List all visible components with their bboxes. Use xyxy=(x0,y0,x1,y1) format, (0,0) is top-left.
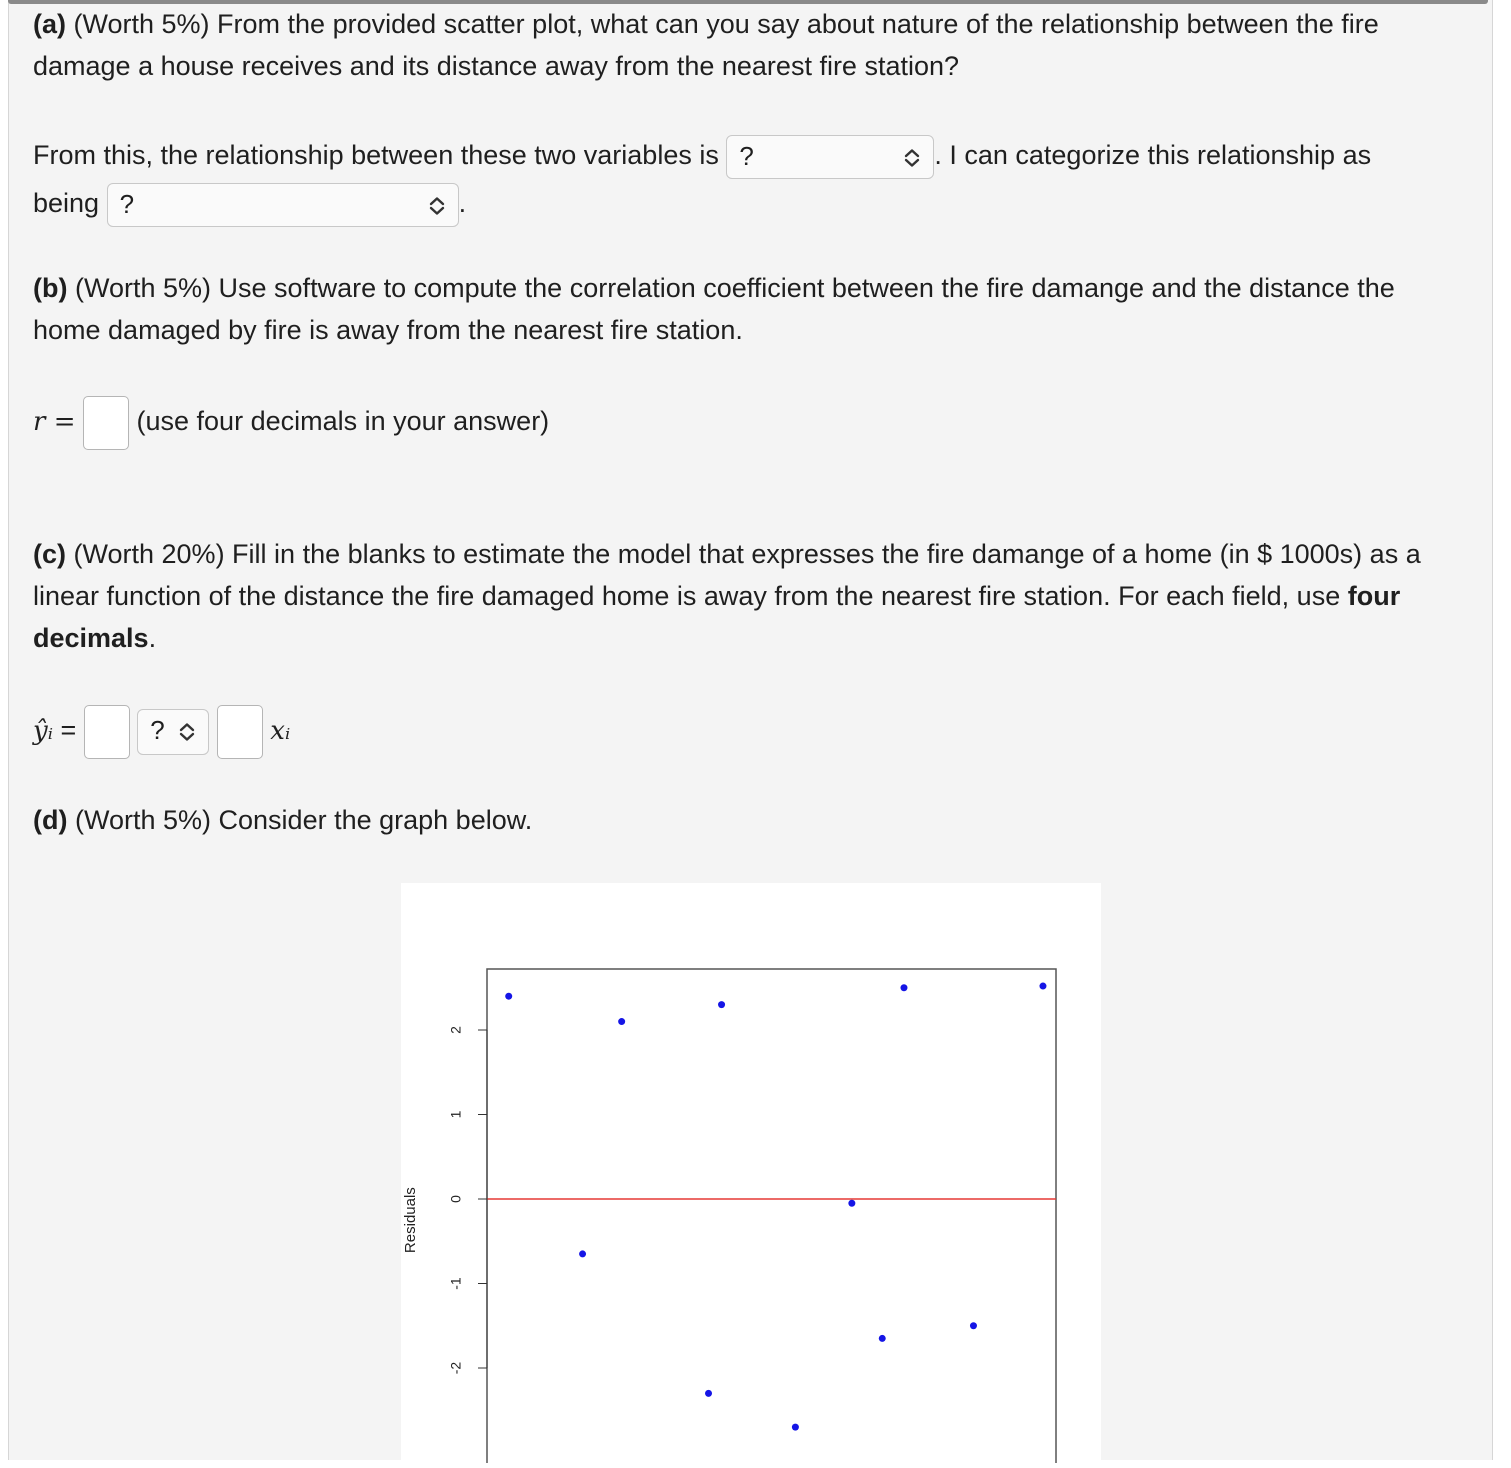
part-c-question xyxy=(33,533,1463,659)
relationship-select[interactable] xyxy=(726,135,934,179)
chevron-updown-icon xyxy=(426,195,448,217)
residual-point xyxy=(705,1390,712,1397)
part-c-text: (Worth 20%) Fill in the blanks to estimate the model that expresses the fire damange of a home (in $ 1000s) as a linear function of the distance the fire damaged home is away from the nearest fire station. For each field, use xyxy=(33,539,1421,611)
part-c-label: (c) xyxy=(33,539,66,569)
equals-sign: = xyxy=(60,715,77,745)
y-axis-label: Residuals xyxy=(402,1187,419,1254)
part-a-sentence-1: From this, the relationship between these two variables is xyxy=(33,140,719,170)
residual-point xyxy=(718,1001,725,1008)
relationship-select-value: ? xyxy=(739,140,754,171)
chevron-updown-icon xyxy=(901,147,923,169)
sign-select[interactable] xyxy=(137,709,209,755)
regression-equation xyxy=(33,703,1463,759)
part-a-end: . xyxy=(458,188,467,218)
residual-point xyxy=(792,1424,799,1431)
residual-point xyxy=(900,984,907,991)
intercept-input[interactable] xyxy=(84,705,130,759)
part-a-label: (a) xyxy=(33,9,66,39)
residual-plot-svg xyxy=(401,883,1101,1463)
part-a-sentence-3: being xyxy=(33,188,100,218)
y-hat-symbol: ŷᵢ xyxy=(33,716,53,746)
sign-select-value: ? xyxy=(150,714,165,745)
part-b-text: (Worth 5%) Use software to compute the correlation coefficient between the fire damange and the distance the home damaged by fire is away from the nearest fire station. xyxy=(33,273,1395,345)
part-a-text: (Worth 5%) From the provided scatter plot, what can you say about nature of the relationship between the fire damage a house receives and its distance away from the nearest fire station? xyxy=(33,9,1379,81)
r-input[interactable] xyxy=(83,396,129,450)
y-tick-label: -1 xyxy=(447,1277,464,1290)
y-tick-label: -2 xyxy=(447,1361,464,1375)
residual-point xyxy=(579,1250,586,1257)
residual-point xyxy=(1039,983,1046,990)
y-tick-label: 0 xyxy=(447,1195,464,1203)
x-i-symbol: xᵢ xyxy=(270,716,291,746)
part-b-answer-line xyxy=(33,394,1463,450)
part-a-sentence-2: . I can categorize this relationship as xyxy=(934,140,1372,170)
part-b-question xyxy=(33,267,1463,351)
plot-frame xyxy=(487,969,1056,1463)
categorize-select[interactable] xyxy=(107,183,459,227)
residual-point xyxy=(618,1018,625,1025)
residual-points xyxy=(505,983,1046,1431)
residual-point xyxy=(505,993,512,1000)
chevron-updown-icon xyxy=(176,721,198,743)
part-c-bold: four decimals xyxy=(33,581,1401,653)
part-b-label: (b) xyxy=(33,273,68,303)
part-d-label: (d) xyxy=(33,805,68,835)
y-ticks xyxy=(448,1026,487,1374)
part-d-question xyxy=(33,799,1463,841)
part-a-answer-line xyxy=(33,131,1463,227)
part-a-question xyxy=(33,3,1463,87)
slope-input[interactable] xyxy=(217,705,263,759)
y-tick-label: 2 xyxy=(447,1026,464,1034)
y-tick-label: 1 xyxy=(447,1110,464,1119)
residual-point xyxy=(848,1200,855,1207)
part-d-text: (Worth 5%) Consider the graph below. xyxy=(75,805,533,835)
r-symbol: r = xyxy=(33,407,76,437)
residual-plot xyxy=(401,883,1101,1463)
part-c-end: . xyxy=(148,623,157,653)
residual-point xyxy=(879,1335,886,1342)
part-b-hint: (use four decimals in your answer) xyxy=(136,406,550,436)
residual-point xyxy=(970,1322,977,1329)
categorize-select-value: ? xyxy=(119,188,135,219)
